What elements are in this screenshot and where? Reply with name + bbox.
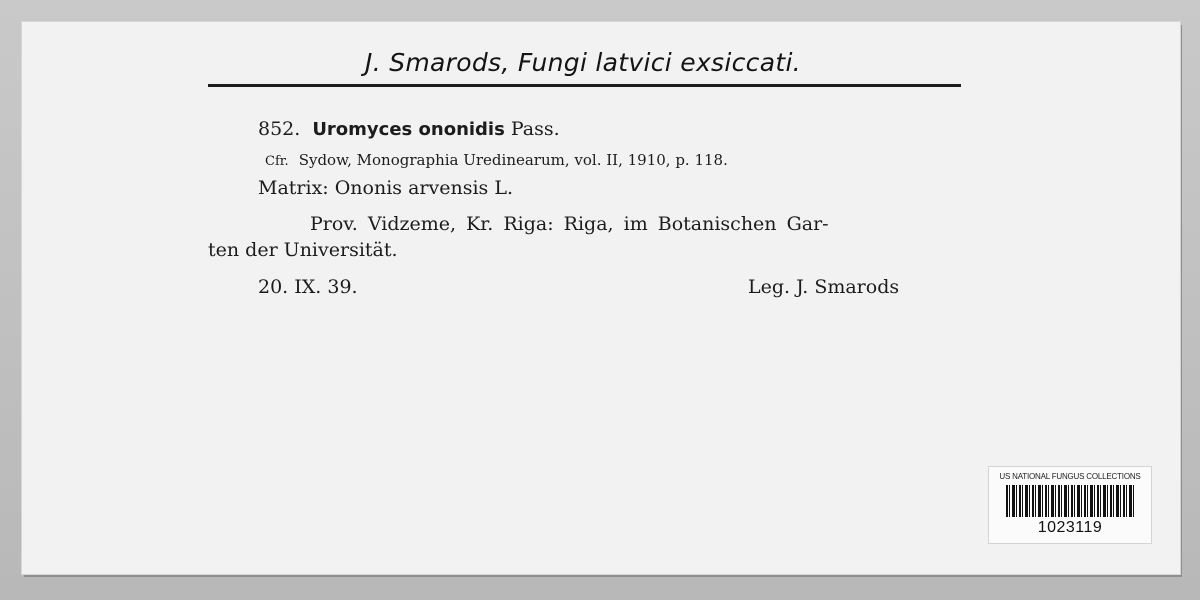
species-name: Uromyces ononidis [312, 119, 505, 140]
specimen-heading [258, 118, 560, 140]
title-rule [208, 84, 961, 87]
citation-text: Sydow, Monographia Uredinearum, vol. II, 1910, p. 118. [298, 151, 728, 169]
locality-line-2: ten der Universität. [208, 239, 398, 261]
barcode-number: 1023119 [1037, 519, 1103, 536]
barcode-icon [1006, 485, 1134, 517]
locality-line-1: Prov. Vidzeme, Kr. Riga: Riga, im Botanischen Gar- [310, 213, 829, 235]
collection-date: 20. IX. 39. [258, 276, 358, 298]
specimen-number: 852. [258, 118, 301, 140]
matrix-line: Matrix: Ononis arvensis L. [258, 177, 513, 199]
label-title: J. Smarods, Fungi latvici exsiccati. [365, 48, 801, 77]
collector: Leg. J. Smarods [748, 276, 900, 298]
barcode-sticker [988, 466, 1152, 544]
species-author: Pass. [510, 118, 560, 140]
cfr-abbreviation: Cfr. [265, 154, 289, 169]
citation-line [265, 151, 728, 169]
barcode-institution: US NATIONAL FUNGUS COLLECTIONS [999, 472, 1141, 481]
